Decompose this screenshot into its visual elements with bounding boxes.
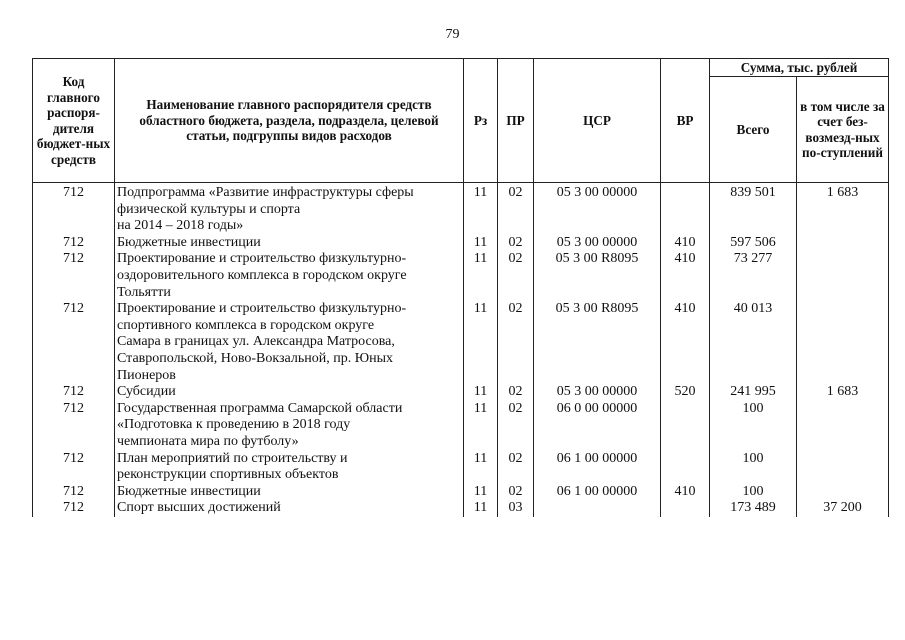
cell-total: 73 277	[710, 251, 797, 301]
cell-pr: 02	[498, 301, 534, 384]
cell-csr: 05 3 00 R8095	[534, 251, 661, 301]
cell-vr	[661, 183, 710, 235]
cell-gratis: 37 200	[797, 500, 889, 517]
cell-vr: 410	[661, 301, 710, 384]
cell-rz: 11	[464, 183, 498, 235]
cell-gratis	[797, 235, 889, 252]
name-line: Ставропольской, Ново-Вокзальной, пр. Юных	[117, 350, 393, 366]
table-row	[33, 451, 889, 484]
name-line: Бюджетные инвестиции	[117, 234, 261, 250]
cell-gratis: 1 683	[797, 384, 889, 401]
name-line: Проектирование и строительство физкультурно-	[117, 301, 407, 317]
budget-table	[32, 58, 889, 517]
header-gratis: в том числе за счет без-возмезд-ных по-ступлений	[797, 77, 889, 183]
table-row	[33, 384, 889, 401]
cell-rz: 11	[464, 500, 498, 517]
cell-name	[115, 183, 464, 235]
name-line: Спорт высших достижений	[117, 500, 281, 516]
cell-code: 712	[33, 384, 115, 401]
cell-vr	[661, 401, 710, 451]
name-line: Пионеров	[117, 367, 176, 383]
name-line: спортивного комплекса в городском округе	[117, 317, 375, 333]
cell-csr: 05 3 00 00000	[534, 235, 661, 252]
header-csr: ЦСР	[534, 59, 661, 183]
table-body	[33, 183, 889, 517]
name-line: оздоровительного комплекса в городском округе	[117, 267, 407, 283]
table-row	[33, 500, 889, 517]
cell-gratis	[797, 251, 889, 301]
cell-csr: 05 3 00 00000	[534, 384, 661, 401]
cell-code: 712	[33, 251, 115, 301]
cell-code: 712	[33, 401, 115, 451]
cell-rz: 11	[464, 251, 498, 301]
name-line: Бюджетные инвестиции	[117, 483, 261, 499]
cell-total: 100	[710, 401, 797, 451]
header-sum-group: Сумма, тыс. рублей	[710, 59, 889, 77]
cell-pr: 03	[498, 500, 534, 517]
table-row	[33, 251, 889, 301]
cell-name	[115, 384, 464, 401]
cell-name	[115, 451, 464, 484]
name-line: Проектирование и строительство физкультурно-	[117, 251, 407, 267]
name-line: реконструкции спортивных объектов	[117, 467, 339, 483]
table-row	[33, 484, 889, 501]
table-row	[33, 235, 889, 252]
cell-name	[115, 500, 464, 517]
cell-csr	[534, 500, 661, 517]
cell-rz: 11	[464, 301, 498, 384]
cell-vr	[661, 451, 710, 484]
cell-vr: 520	[661, 384, 710, 401]
cell-name	[115, 235, 464, 252]
cell-rz: 11	[464, 401, 498, 451]
cell-vr: 410	[661, 251, 710, 301]
cell-gratis	[797, 451, 889, 484]
page-number: 79	[445, 27, 460, 42]
header-pr: ПР	[498, 59, 534, 183]
cell-pr: 02	[498, 384, 534, 401]
name-line: Государственная программа Самарской области	[117, 400, 403, 416]
cell-pr: 02	[498, 183, 534, 235]
name-line: Самара в границах ул. Александра Матросова,	[117, 334, 395, 350]
cell-rz: 11	[464, 384, 498, 401]
cell-vr: 410	[661, 235, 710, 252]
header-name: Наименование главного распорядителя средств областного бюджета, раздела, подраздела, целевой статьи, подгруппы видов расходов	[115, 59, 464, 183]
cell-rz: 11	[464, 484, 498, 501]
cell-total: 839 501	[710, 183, 797, 235]
cell-name	[115, 301, 464, 384]
cell-name	[115, 251, 464, 301]
table-row	[33, 401, 889, 451]
cell-name	[115, 484, 464, 501]
cell-total: 100	[710, 484, 797, 501]
cell-code: 712	[33, 183, 115, 235]
cell-code: 712	[33, 500, 115, 517]
header-code: Код главного распоря-дителя бюджет-ных средств	[33, 59, 115, 183]
cell-total: 173 489	[710, 500, 797, 517]
cell-total: 100	[710, 451, 797, 484]
cell-vr: 410	[661, 484, 710, 501]
cell-pr: 02	[498, 451, 534, 484]
name-line: Тольятти	[117, 284, 171, 300]
cell-pr: 02	[498, 251, 534, 301]
cell-code: 712	[33, 484, 115, 501]
name-line: Подпрограмма «Развитие инфраструктуры сферы	[117, 185, 414, 200]
cell-code: 712	[33, 301, 115, 384]
cell-rz: 11	[464, 235, 498, 252]
cell-csr: 06 1 00 00000	[534, 451, 661, 484]
cell-gratis: 1 683	[797, 183, 889, 235]
cell-total: 241 995	[710, 384, 797, 401]
header-total: Всего	[710, 77, 797, 183]
cell-vr	[661, 500, 710, 517]
cell-pr: 02	[498, 235, 534, 252]
cell-pr: 02	[498, 484, 534, 501]
name-line: План мероприятий по строительству и	[117, 450, 348, 466]
table-row	[33, 301, 889, 384]
name-line: на 2014 – 2018 годы»	[117, 218, 244, 234]
cell-code: 712	[33, 235, 115, 252]
cell-gratis	[797, 484, 889, 501]
name-line: Субсидии	[117, 384, 176, 400]
table-row	[33, 183, 889, 235]
cell-rz: 11	[464, 451, 498, 484]
name-line: чемпионата мира по футболу»	[117, 433, 299, 449]
cell-csr: 06 0 00 00000	[534, 401, 661, 451]
cell-csr: 05 3 00 R8095	[534, 301, 661, 384]
cell-csr: 06 1 00 00000	[534, 484, 661, 501]
cell-code: 712	[33, 451, 115, 484]
header-vr: ВР	[661, 59, 710, 183]
cell-total: 40 013	[710, 301, 797, 384]
name-line: физической культуры и спорта	[117, 201, 301, 217]
cell-total: 597 506	[710, 235, 797, 252]
cell-name	[115, 401, 464, 451]
cell-csr: 05 3 00 00000	[534, 183, 661, 235]
cell-gratis	[797, 401, 889, 451]
header-rz: Рз	[464, 59, 498, 183]
name-line: «Подготовка к проведению в 2018 году	[117, 417, 351, 433]
cell-pr: 02	[498, 401, 534, 451]
cell-gratis	[797, 301, 889, 384]
